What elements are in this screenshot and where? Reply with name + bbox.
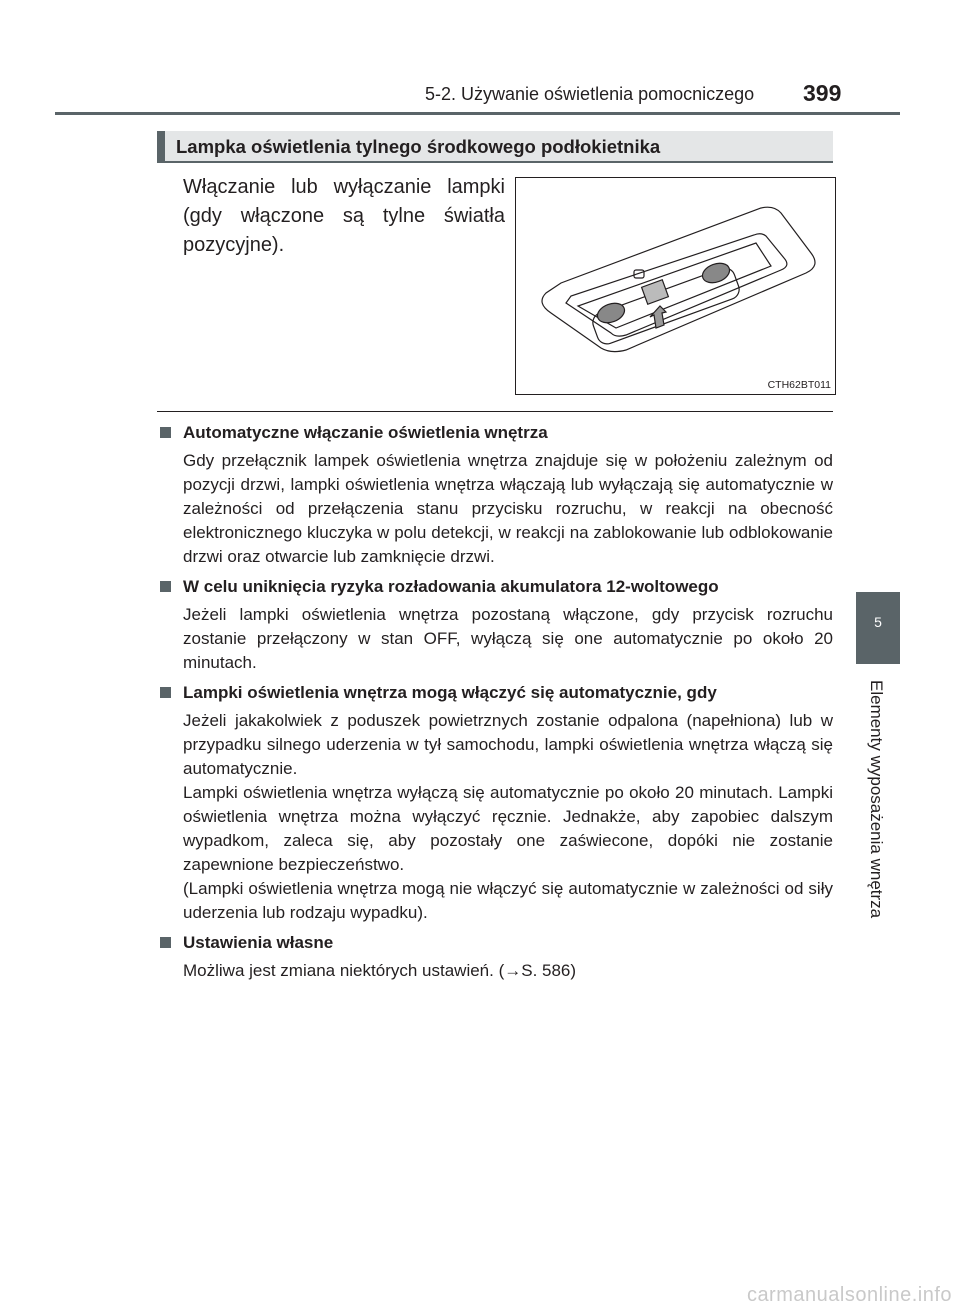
note-paragraph: Jeżeli lampki oświetlenia wnętrza pozostaną włączone, gdy przycisk rozruchu zostanie przełączony w stan OFF, wyłączą się one automatycznie po około 20 minutach.	[183, 605, 833, 672]
note-title: Ustawienia własne	[183, 933, 334, 952]
note-paragraph: Możliwa jest zmiana niektórych ustawień. (→S. 586)	[183, 961, 577, 980]
note-item	[157, 575, 833, 675]
note-paragraph: Gdy przełącznik lampek oświetlenia wnętrza znajduje się w położeniu zależnym od pozycji drzwi, lampki oświetlenia wnętrza włączają lub wyłączają się automatycznie w zależności od przełączenia stanu przycisku rozruchu, w reakcji na obecność elektronicznego kluczyka w polu detekcji, w reakcji na zablokowanie lub odblokowanie drzwi oraz otwarcie lub zamknięcie drzwi.	[183, 451, 833, 566]
section-title: Lampka oświetlenia tylnego środkowego podłokietnika	[176, 136, 661, 157]
square-bullet-icon	[160, 427, 171, 438]
note-paragraph: Lampki oświetlenia wnętrza wyłączą się automatycznie po około 20 minutach. Lampki oświetlenia wnętrza można wyłączyć ręcznie. Jednakże, aby zapobiec dalszym wypadkom, zaleca się, aby pozostały one zaświecone, dopóki nie zostanie zapewnione bezpieczeństwo.	[183, 783, 833, 874]
note-item	[157, 931, 833, 983]
notes-list	[157, 421, 833, 989]
chapter-label: Elementy wyposażenia wnętrza	[867, 680, 886, 919]
square-bullet-icon	[160, 687, 171, 698]
chapter-number: 5	[874, 614, 882, 630]
note-paragraph: Jeżeli jakakolwiek z poduszek powietrznych zostanie odpalona (napełniona) lub w przypadku silnego uderzenia w tył samochodu, lampki oświetlenia wnętrza włączą się automatycznie.	[183, 711, 833, 778]
note-heading	[157, 575, 833, 599]
note-title: W celu uniknięcia ryzyka rozładowania akumulatora 12-woltowego	[183, 577, 719, 596]
note-title: Lampki oświetlenia wnętrza mogą włączyć się automatycznie, gdy	[183, 683, 717, 702]
note-heading	[157, 931, 833, 955]
note-item	[157, 421, 833, 569]
section-heading	[157, 131, 833, 163]
note-heading	[157, 681, 833, 705]
divider	[157, 411, 833, 412]
square-bullet-icon	[160, 581, 171, 592]
console-switch-drawing	[516, 178, 835, 394]
note-title: Automatyczne włączanie oświetlenia wnętrza	[183, 423, 548, 442]
header-rule	[55, 112, 900, 115]
running-header: 5-2. Używanie oświetlenia pomocniczego	[425, 84, 755, 104]
page-number: 399	[803, 80, 842, 106]
intro-text: Włączanie lub wyłączanie lampki (gdy włączone są tylne światła pozycyjne).	[183, 176, 505, 256]
figure-code: CTH62BT011	[767, 379, 831, 391]
note-paragraph: (Lampki oświetlenia wnętrza mogą nie włączyć się automatycznie w zależności od siły uderzenia lub rodzaju wypadku).	[183, 879, 833, 922]
note-item	[157, 681, 833, 925]
section-heading-bar	[157, 131, 165, 163]
watermark: carmanualsonline.info	[746, 1284, 952, 1306]
square-bullet-icon	[160, 937, 171, 948]
note-heading	[157, 421, 833, 445]
illustration-overhead-console	[515, 177, 836, 395]
chapter-tab	[856, 592, 900, 664]
